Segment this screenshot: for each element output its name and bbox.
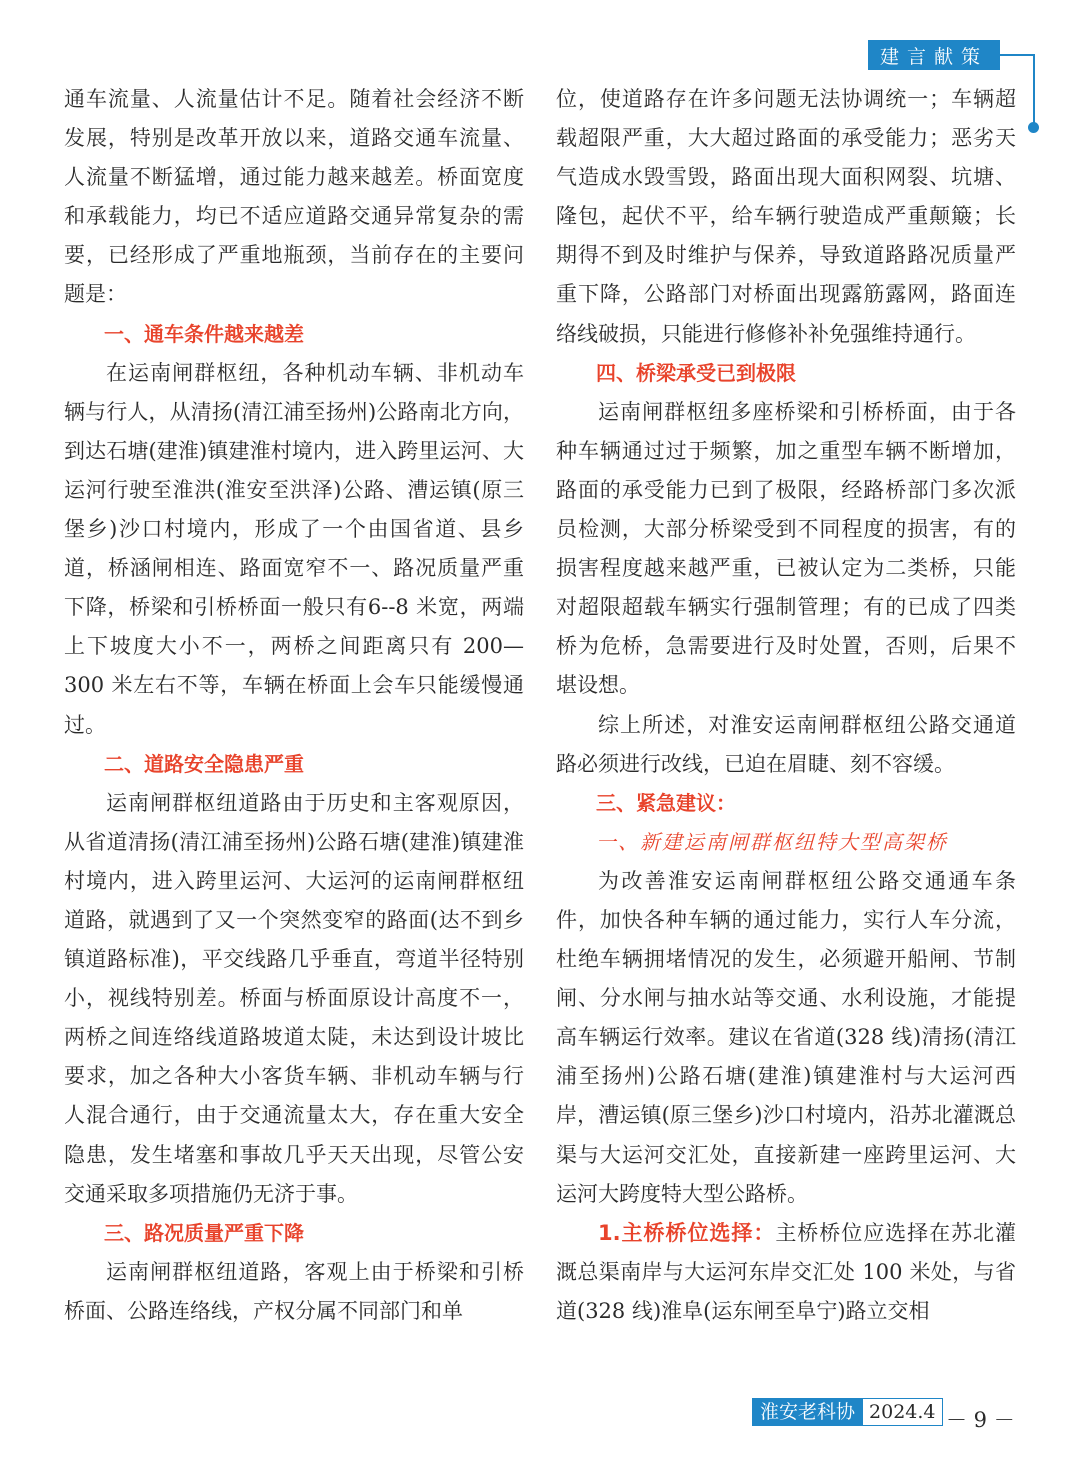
section-heading: 三、路况质量严重下降: [104, 1220, 304, 1245]
section-heading: 二、道路安全隐患严重: [104, 751, 304, 776]
paragraph: 综上所述，对淮安运南闸群枢纽公路交通道路必须进行改线，已迫在眉睫、刻不容缓。: [556, 712, 1016, 776]
header-bracket-line: [1000, 54, 1034, 56]
paragraph: 位，使道路存在许多问题无法协调统一；车辆超载超限严重，大大超过路面的承受能力；恶劣天气造成水毁雪毁，路面出现大面积网裂、坑塘、隆包，起伏不平，给车辆行驶造成严重颠簸；长期得不到及时维护与保养，导致道路路况质量严重下降，公路部门对桥面出现露筋露网，路面连络线破损，只能进行修修补补免强维持通行。: [556, 87, 1016, 346]
inline-heading: 1.主桥桥位选择：: [598, 1220, 776, 1245]
right-column: [556, 80, 1016, 1331]
left-column: [64, 80, 524, 1331]
section-heading: 一、通车条件越来越差: [104, 321, 304, 346]
issue-number: 2024.4: [863, 1398, 942, 1426]
section-tag: 建言献策: [868, 40, 1000, 70]
paragraph: 运南闸群枢纽道路，客观上由于桥梁和引桥桥面、公路连络线，产权分属不同部门和单: [64, 1259, 524, 1323]
header-bracket-dot: [1028, 122, 1039, 133]
section-heading: 三、紧急建议：: [596, 790, 736, 815]
footer: [752, 1398, 943, 1426]
paragraph: 为改善淮安运南闸群枢纽公路交通通车条件，加快各种车辆的通过能力，实行人车分流，杜绝车辆拥堵情况的发生，必须避开船闸、节制闸、分水闸与抽水站等交通、水利设施，才能提高车辆运行效率。建议在省道(328 线)清扬(清江浦至扬州)公路石塘(建淮)镇建淮村与大运河西岸，漕运镇(原三堡乡)沙口村境内，沿苏北灌溉总渠与大运河交汇处，直接新建一座跨里运河、大运河大跨度特大型公路桥。: [556, 868, 1016, 1206]
paragraph: [556, 1214, 1016, 1331]
paragraph: 在运南闸群枢纽，各种机动车辆、非机动车辆与行人，从清扬(清江浦至扬州)公路南北方向，到达石塘(建淮)镇建淮村境内，进入跨里运河、大运河行驶至淮洪(淮安至洪泽)公路、漕运镇(原三堡乡)沙口村境内，形成了一个由国省道、县乡道，桥涵闸相连、路面宽窄不一、路况质量严重下降，桥梁和引桥桥面一般只有6--8 米宽，两端上下坡度大小不一，两桥之间距离只有 200—300 米左右不等，车辆在桥面上会车只能缓慢通过。: [64, 360, 524, 737]
section-heading: 一、新建运南闸群枢纽特大型高架桥: [596, 829, 948, 854]
magazine-name: 淮安老科协: [752, 1398, 863, 1426]
paragraph-text: 主桥桥位应选择在苏北灌溉总渠南岸与大运河东岸交汇处 100 米处，与省道(328 线)淮阜(运东闸至阜宁)路立交相: [556, 1220, 1016, 1323]
paragraph: 通车流量、人流量估计不足。随着社会经济不断发展，特别是改革开放以来，道路交通车流量、人流量不断猛增，通过能力越来越差。桥面宽度和承载能力，均已不适应道路交通异常复杂的需要，已经形成了严重地瓶颈，当前存在的主要问题是：: [64, 87, 524, 307]
section-heading: 四、桥梁承受已到极限: [596, 360, 796, 385]
paragraph: 运南闸群枢纽多座桥梁和引桥桥面，由于各种车辆通过过于频繁，加之重型车辆不断增加，路面的承受能力已到了极限，经路桥部门多次派员检测，大部分桥梁受到不同程度的损害，有的损害程度越来越严重，已被认定为二类桥，只能对超限超载车辆实行强制管理；有的已成了四类桥为危桥，急需要进行及时处置，否则，后果不堪设想。: [556, 399, 1016, 698]
page-number: － 9 －: [946, 1408, 1015, 1432]
header-bracket-line-vertical: [1033, 54, 1035, 126]
paragraph: 运南闸群枢纽道路由于历史和主客观原因，从省道清扬(清江浦至扬州)公路石塘(建淮)镇建淮村境内，进入跨里运河、大运河的运南闸群枢纽道路，就遇到了又一个突然变窄的路面(达不到乡镇道路标准)，平交线路几乎垂直，弯道半径特别小，视线特别差。桥面与桥面原设计高度不一，两桥之间连络线道路坡道太陡，未达到设计坡比要求，加之各种大小客货车辆、非机动车辆与行人混合通行，由于交通流量太大，存在重大安全隐患，发生堵塞和事故几乎天天出现，尽管公安交通采取多项措施仍无济于事。: [64, 790, 524, 1206]
